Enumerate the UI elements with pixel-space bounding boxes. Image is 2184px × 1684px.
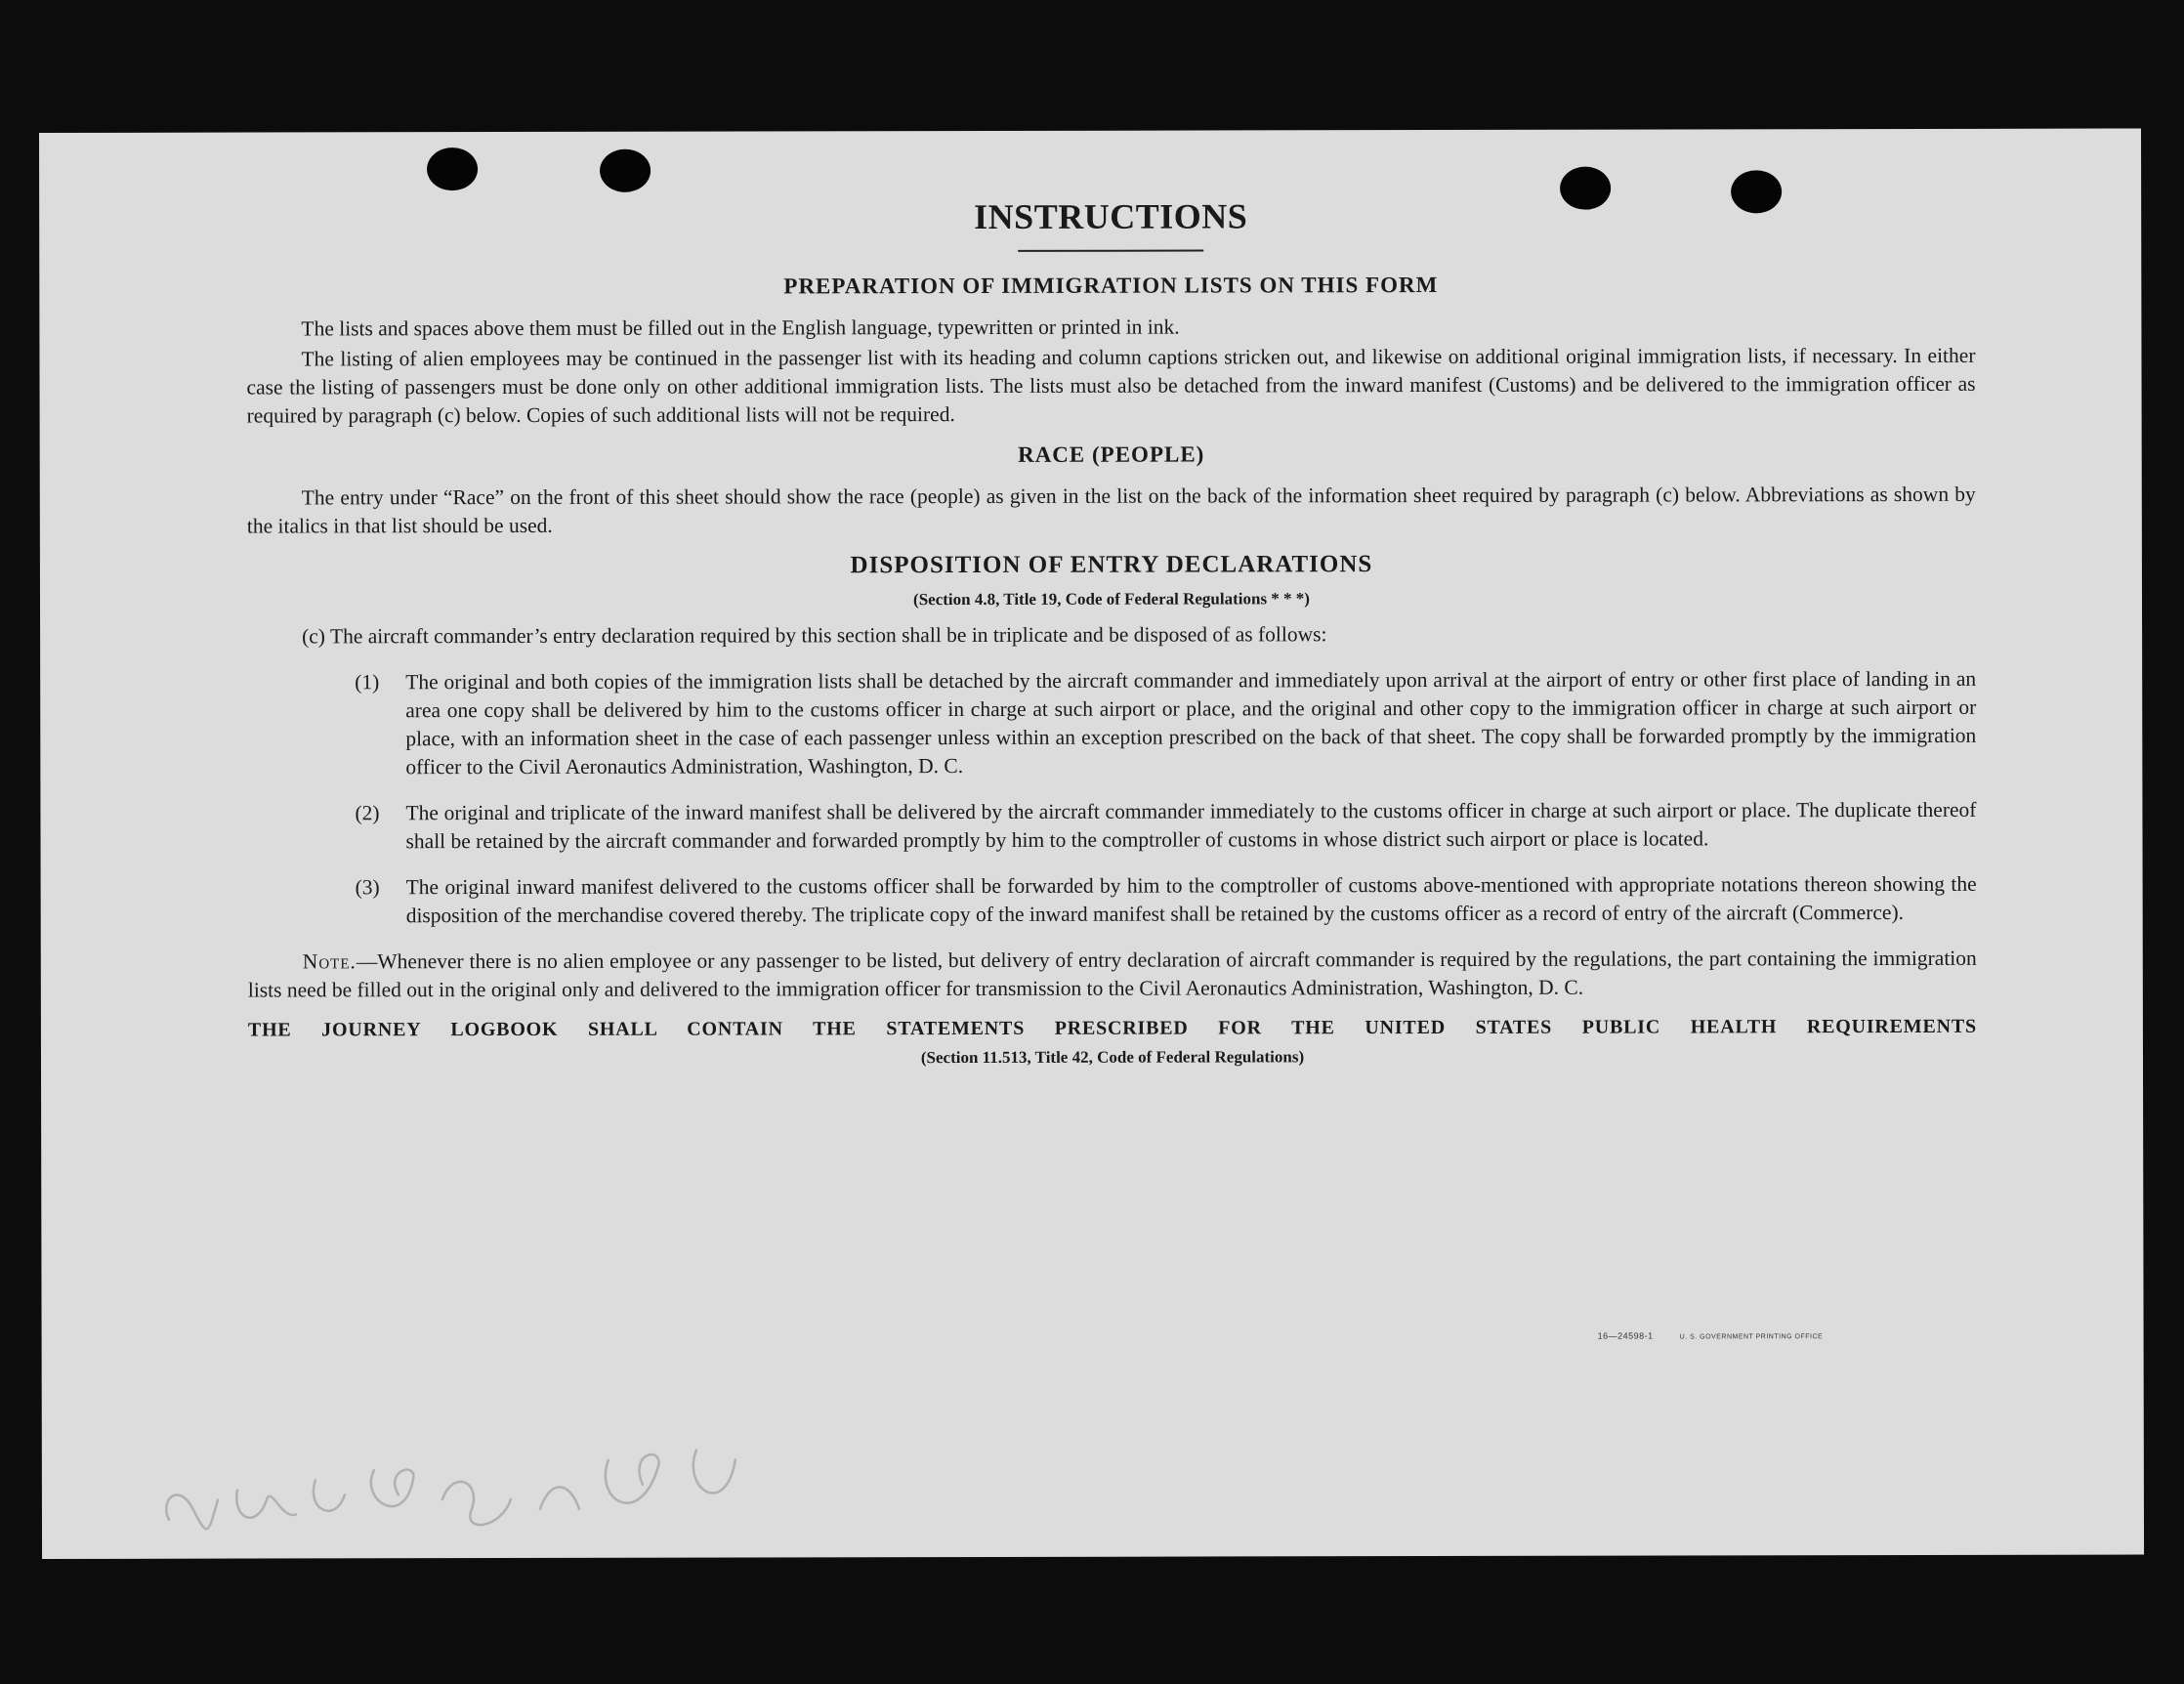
title-underline	[1018, 250, 1203, 252]
logbook-statement: THE JOURNEY LOGBOOK SHALL CONTAIN THE STATEMENTS PRESCRIBED FOR THE UNITED STATES PUBLIC HEALTH REQUIREMENTS	[247, 1015, 1977, 1041]
faint-signature	[149, 1440, 755, 1548]
form-code: 16—24598-1	[1597, 1330, 1654, 1341]
preparation-paragraph-1: The lists and spaces above them must be filled out in the English language, typewritten or printed in ink.	[301, 315, 1180, 341]
race-paragraph: The entry under “Race” on the front of this sheet should show the race (people) as given in the list on the back of the information sheet required by paragraph (c) below. Abbreviations as shown by the italics in that list should be used.	[246, 482, 1976, 538]
section-heading-race: RACE (PEOPLE)	[1018, 442, 1205, 467]
document-sheet	[39, 128, 2144, 1559]
section-heading-disposition: DISPOSITION OF ENTRY DECLARATIONS	[850, 551, 1373, 579]
preparation-paragraph-2: The listing of alien employees may be continued in the passenger list with its heading and column captions stricken out, and likewise on additional original immigration lists, if necessary. In either case the listing of passengers must be done only on other additional immigration lists. The lists must also be detached from the inward manifest (Customs) and be delivered to the immigration officer as required by paragraph (c) below. Copies of such additional lists will not be required.	[246, 343, 1976, 428]
logbook-citation: (Section 11.513, Title 42, Code of Federal Regulations)	[920, 1047, 1305, 1068]
note-paragraph	[248, 945, 1977, 1005]
list-item-number: (1)	[355, 670, 380, 695]
list-item	[247, 665, 1976, 782]
list-item-text: The original and both copies of the immigration lists shall be detached by the aircraft commander and immediately upon arrival at the airport of entry or other first place of landing in an area one copy shall be delivered by him to the customs officer in charge at such airport or place, and the original and other copy to the immigration officer in charge at such airport or place, with an information sheet in the case of each passenger unless within an exception prescribed on the back of that sheet. The copy shall be forwarded promptly by the immigration officer to the Civil Aeronautics Administration, Washington, D. C.	[405, 666, 1977, 779]
disposition-intro: (c) The aircraft commander’s entry declaration required by this section shall be in triplicate and be disposed of as follows:	[302, 622, 1327, 649]
printing-office: U. S. GOVERNMENT PRINTING OFFICE	[1679, 1333, 1824, 1341]
section-heading-preparation: PREPARATION OF IMMIGRATION LISTS ON THIS FORM	[783, 273, 1439, 299]
list-item-text: The original and triplicate of the inward manifest shall be delivered by the aircraft commander immediately to the customs officer in charge at such airport or place. The duplicate thereof shall be retained by the aircraft commander and forwarded promptly by him to the comptroller of customs in whose district such airport or place is located.	[405, 797, 1977, 854]
list-item-number: (3)	[355, 875, 380, 900]
list-item-text: The original inward manifest delivered to the customs officer shall be forwarded by him to the comptroller of customs above-mentioned with appropriate notations thereon showing the disposition of the merchandise covered thereby. The triplicate copy of the inward manifest shall be retained by the customs officer as a record of entry of the aircraft (Commerce).	[405, 871, 1977, 928]
note-label: Note.	[302, 949, 357, 974]
list-item	[248, 870, 1977, 931]
page-title: INSTRUCTIONS	[974, 196, 1248, 236]
instructions-text	[246, 193, 1977, 1074]
list-item	[247, 796, 1976, 857]
punch-hole	[427, 147, 478, 190]
printer-imprint	[1598, 1330, 1824, 1340]
punch-hole	[600, 149, 651, 192]
disposition-citation: (Section 4.8, Title 19, Code of Federal Regulations * * *)	[913, 589, 1310, 610]
list-item-number: (2)	[355, 801, 380, 825]
note-text: —Whenever there is no alien employee or any passenger to be listed, but delivery of entry declaration of aircraft commander is required by the regulations, the part containing the immigration lists need be filled out in the original only and delivered to the immigration officer for transmission to the Civil Aeronautics Administration, Washington, D. C.	[247, 946, 1977, 1002]
